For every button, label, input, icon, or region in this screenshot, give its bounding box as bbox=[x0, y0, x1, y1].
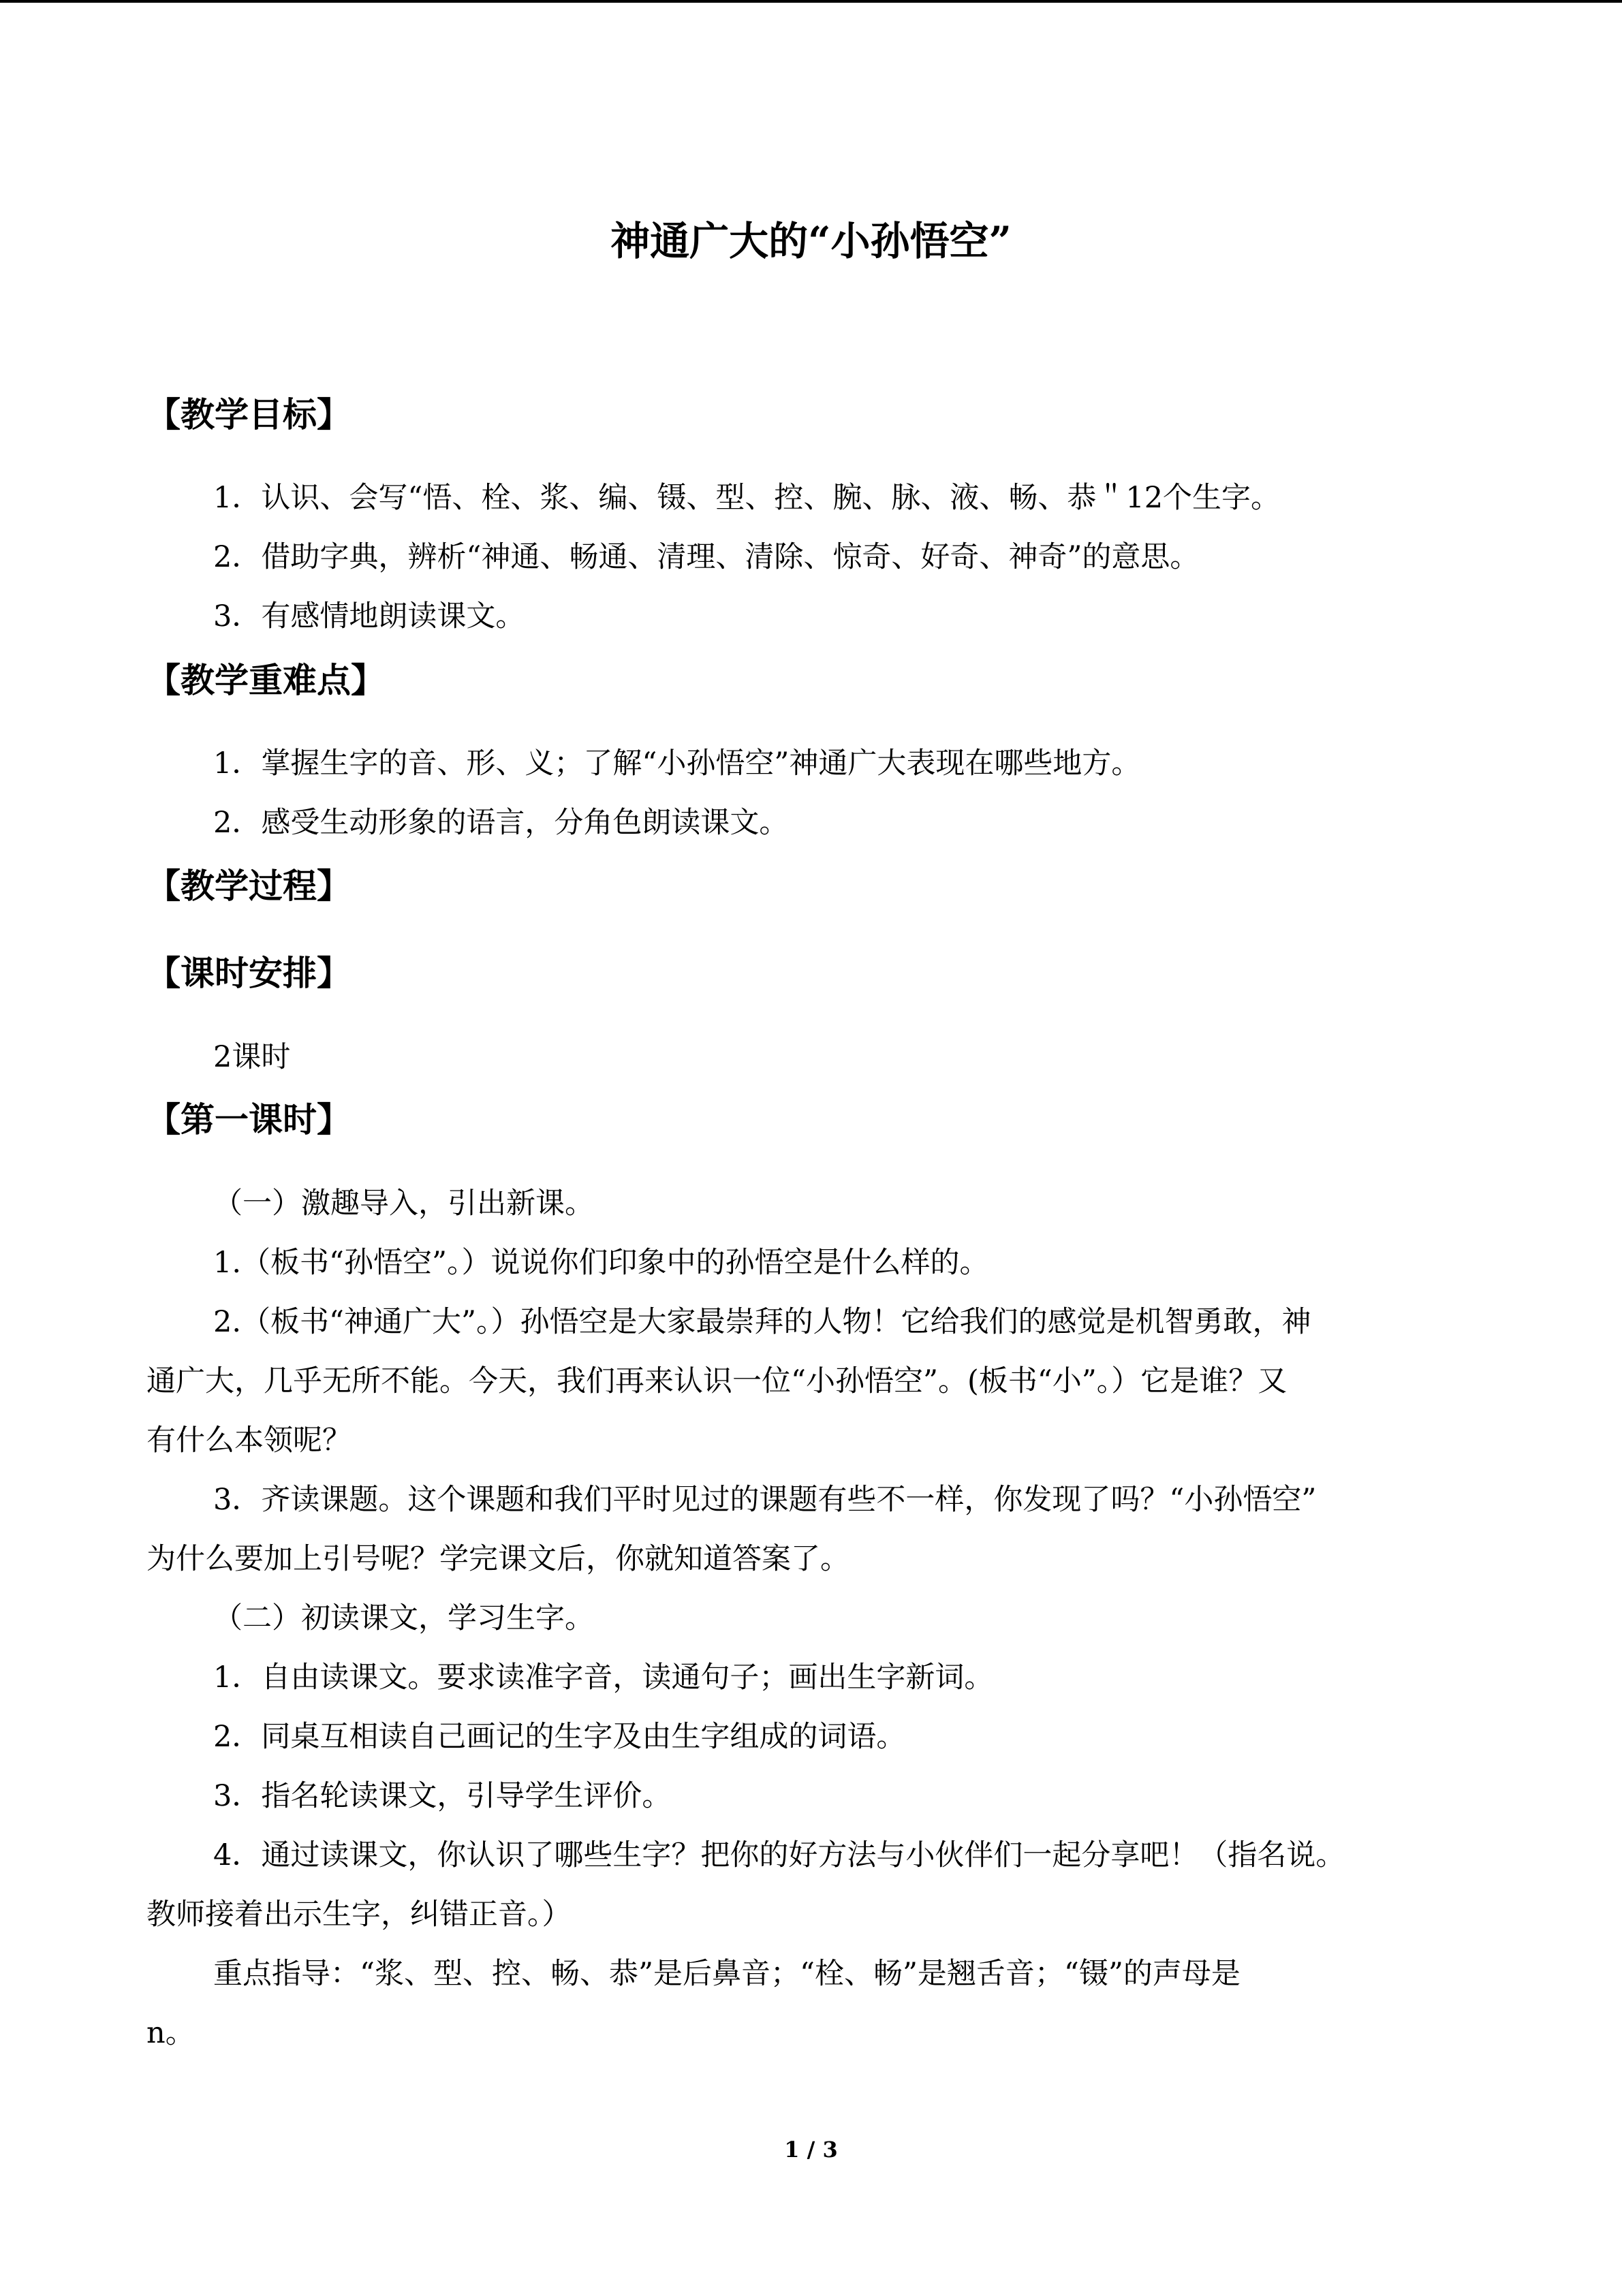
key-point-item-2: 2．感受生动形象的语言，分角色朗读课文。 bbox=[213, 806, 789, 840]
document-title: 神通广大的“小孙悟空” bbox=[610, 218, 1012, 264]
heading-schedule: 【课时安排】 bbox=[146, 954, 351, 993]
heading-process: 【教学过程】 bbox=[146, 866, 351, 906]
objective-item-3: 3．有感情地朗读课文。 bbox=[213, 599, 525, 633]
lesson-line: （一）激趣导入，引出新课。 bbox=[213, 1186, 594, 1221]
heading-key-points: 【教学重难点】 bbox=[146, 661, 385, 700]
lesson-line: （二）初读课文，学习生字。 bbox=[213, 1601, 594, 1635]
page-indicator: 1 / 3 bbox=[784, 2137, 838, 2163]
objective-item-2: 2．借助字典，辨析“神通、畅通、清理、清除、惊奇、好奇、神奇”的意思。 bbox=[213, 540, 1200, 574]
schedule-text: 2课时 bbox=[213, 1040, 291, 1074]
lesson-line: 2．同桌互相读自己画记的生字及由生字组成的词语。 bbox=[213, 1720, 906, 1754]
lesson-line: 1.（板书“孙悟空”。）说说你们印象中的孙悟空是什么样的。 bbox=[213, 1246, 989, 1280]
lesson-line: 3．齐读课题。这个课题和我们平时见过的课题有些不一样，你发现了吗？“小孙悟空” bbox=[213, 1483, 1317, 1517]
lesson-line: 4．通过读课文，你认识了哪些生字？把你的好方法与小伙伴们一起分享吧！（指名说。 bbox=[213, 1838, 1345, 1872]
lesson-line: 3．指名轮读课文，引导学生评价。 bbox=[213, 1779, 672, 1813]
lesson-line: 1．自由读课文。要求读准字音，读通句子；画出生字新词。 bbox=[213, 1661, 994, 1695]
lesson-line: 有什么本领呢？ bbox=[146, 1424, 352, 1458]
lesson-line: 为什么要加上引号呢？学完课文后，你就知道答案了。 bbox=[146, 1542, 849, 1576]
objective-item-1: 1．认识、会写“悟、栓、浆、编、镊、型、控、腕、脉、液、畅、恭＂12个生字。 bbox=[213, 481, 1281, 515]
key-point-item-1: 1．掌握生字的音、形、义；了解“小孙悟空”神通广大表现在哪些地方。 bbox=[213, 746, 1141, 781]
lesson-line: 教师接着出示生字，纠错正音。） bbox=[146, 1898, 572, 1932]
heading-first-lesson: 【第一课时】 bbox=[146, 1100, 351, 1139]
lesson-line: 2.（板书“神通广大”。）孙悟空是大家最崇拜的人物！它给我们的感觉是机智勇敢，神 bbox=[213, 1305, 1311, 1339]
heading-objectives: 【教学目标】 bbox=[146, 395, 351, 435]
lesson-line: n。 bbox=[146, 2016, 195, 2050]
lesson-line: 重点指导：“浆、型、控、畅、恭”是后鼻音；“栓、畅”是翘舌音；“镊”的声母是 bbox=[213, 1957, 1241, 1991]
document-page bbox=[0, 3, 1622, 2296]
lesson-line: 通广大，几乎无所不能。今天，我们再来认识一位“小孙悟空”。(板书“小”。）它是谁？又 bbox=[146, 1364, 1288, 1398]
